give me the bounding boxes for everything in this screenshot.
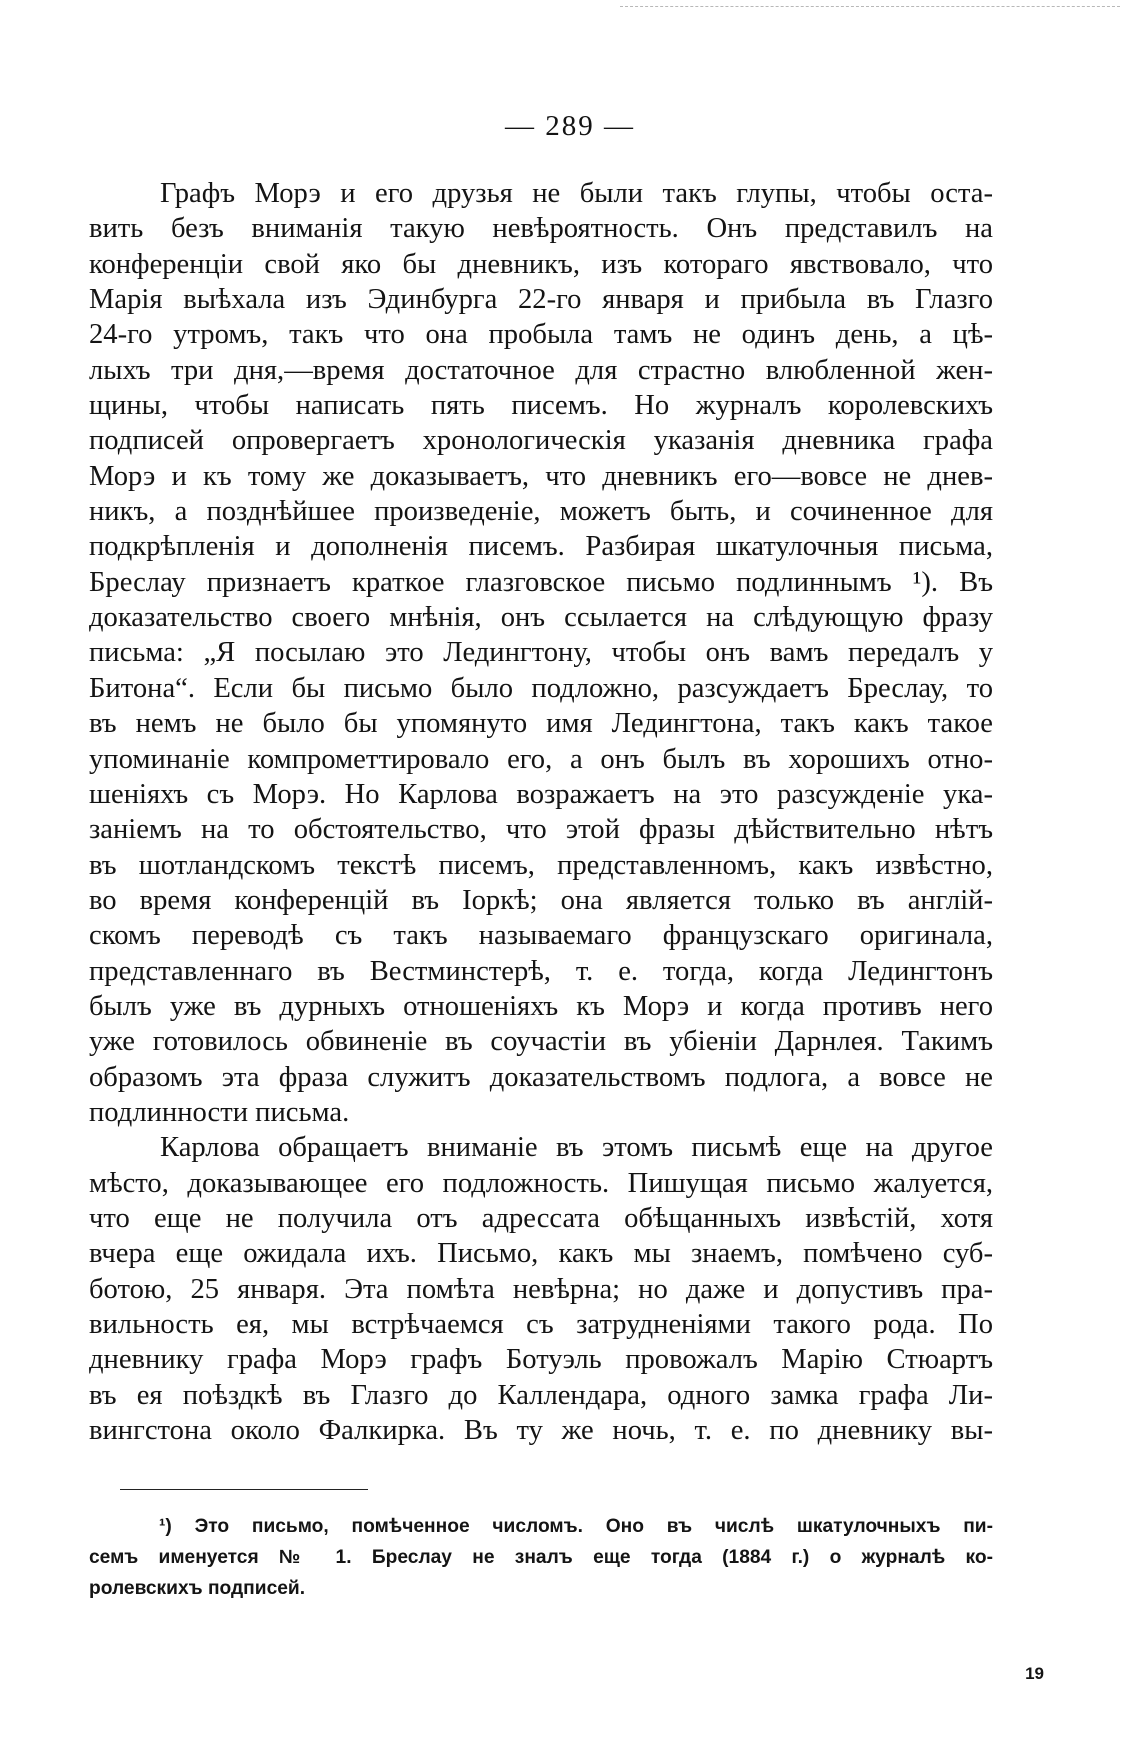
footnote-line: ролевскихъ подписей. xyxy=(89,1578,306,1599)
text-line: никъ, а позднѣйшее произведеніе, можетъ быть, и сочиненное для xyxy=(89,496,993,528)
text-line: во время конференцій въ Іоркѣ; она является только въ англій- xyxy=(89,884,993,916)
text-line: ботою, 25 января. Эта помѣта невѣрна; но даже и допустивъ пра- xyxy=(89,1273,993,1305)
signature-mark: 19 xyxy=(1025,1664,1044,1683)
text-line: 24-го утромъ, такъ что она пробыла тамъ не одинъ день, а цѣ- xyxy=(89,319,993,351)
text-line: шеніяхъ съ Морэ. Но Карлова возражаетъ на это разсужденіе ука- xyxy=(89,778,993,810)
text-line: письма: „Я посылаю это Ледингтону, чтобы онъ вамъ передалъ у xyxy=(89,637,993,669)
paragraph-1 xyxy=(89,176,993,1130)
text-line: дневнику графа Морэ графъ Ботуэль провожалъ Марію Стюартъ xyxy=(89,1344,993,1376)
text-line: въ шотландскомъ текстѣ писемъ, представленномъ, какъ извѣстно, xyxy=(89,849,993,881)
text-line: уже готовилось обвиненіе въ соучастіи въ убіеніи Дарнлея. Такимъ xyxy=(89,1026,993,1058)
text-line: лыхъ три дня,—время достаточное для страстно влюбленной жен- xyxy=(89,354,993,386)
text-line: доказательство своего мнѣнія, онъ ссылается на слѣдующую фразу xyxy=(89,602,993,634)
text-line: щины, чтобы написать пять писемъ. Но журналъ королевскихъ xyxy=(89,390,993,422)
text-line: подлинности письма. xyxy=(89,1096,350,1128)
footnote-separator xyxy=(120,1489,368,1490)
text-line: что еще не получила отъ адрессата обѣщанныхъ извѣстій, хотя xyxy=(89,1202,993,1234)
scan-edge-rule xyxy=(620,6,1120,7)
text-line: заніемъ на то обстоятельство, что этой фразы дѣйствительно нѣтъ xyxy=(89,814,993,846)
text-line: Графъ Морэ и его друзья не были такъ глупы, чтобы оста- xyxy=(160,178,993,209)
footnote-line: ¹) Это письмо, помѣченное числомъ. Оно въ числѣ шкатулочныхъ пи- xyxy=(159,1516,993,1537)
text-line: въ немъ не было бы упомянуто имя Ледингтона, такъ какъ такое xyxy=(89,708,993,740)
text-line: вингстона около Фалкирка. Въ ту же ночь, т. е. по дневнику вы- xyxy=(89,1415,993,1447)
text-line: Марія выѣхала изъ Эдинбурга 22-го января и прибыла въ Глазго xyxy=(89,284,993,316)
text-line: мѣсто, доказывающее его подложность. Пишущая письмо жалуется, xyxy=(89,1167,993,1199)
text-line: конференціи свой яко бы дневникъ, изъ котораго явствовало, что xyxy=(89,248,993,280)
text-line: Битона“. Если бы письмо было подложно, разсуждаетъ Бреслау, то xyxy=(89,672,993,704)
text-line: въ ея поѣздкѣ въ Глазго до Каллендара, одного замка графа Ли- xyxy=(89,1379,993,1411)
text-line: подписей опровергаетъ хронологическія указанія дневника графа xyxy=(89,425,993,457)
page-number: — 289 — xyxy=(505,110,635,142)
text-line: упоминаніе компрометтировало его, а онъ былъ въ хорошихъ отно- xyxy=(89,743,993,775)
footnote xyxy=(89,1511,993,1604)
text-line: Морэ и къ тому же доказываетъ, что дневникъ его—вовсе не днев- xyxy=(89,460,993,492)
text-line: подкрѣпленія и дополненія писемъ. Разбирая шкатулочныя письма, xyxy=(89,531,993,563)
text-line: скомъ переводѣ съ такъ называемаго французскаго оригинала, xyxy=(89,920,993,952)
text-line: вчера еще ожидала ихъ. Письмо, какъ мы знаемъ, помѣчено суб- xyxy=(89,1238,993,1270)
body-text xyxy=(89,176,993,1448)
text-line: образомъ эта фраза служитъ доказательствомъ подлога, а вовсе не xyxy=(89,1061,993,1093)
text-line: вить безъ вниманія такую невѣроятность. Онъ представилъ на xyxy=(89,213,993,245)
text-line: Бреслау признаетъ краткое глазговское письмо подлиннымъ ¹). Въ xyxy=(89,566,993,598)
footnote-line: семъ именуется № 1. Бреслау не зналъ еще тогда (1884 г.) о журналѣ ко- xyxy=(89,1547,993,1568)
text-line: Карлова обращаетъ вниманіе въ этомъ письмѣ еще на другое xyxy=(160,1132,993,1164)
text-line: представленнаго въ Вестминстерѣ, т. е. тогда, когда Ледингтонъ xyxy=(89,955,993,987)
paragraph-2 xyxy=(89,1130,993,1448)
text-line: былъ уже въ дурныхъ отношеніяхъ къ Морэ и когда противъ него xyxy=(89,990,993,1022)
text-line: вильность ея, мы встрѣчаемся съ затрудненіями такого рода. По xyxy=(89,1309,993,1340)
